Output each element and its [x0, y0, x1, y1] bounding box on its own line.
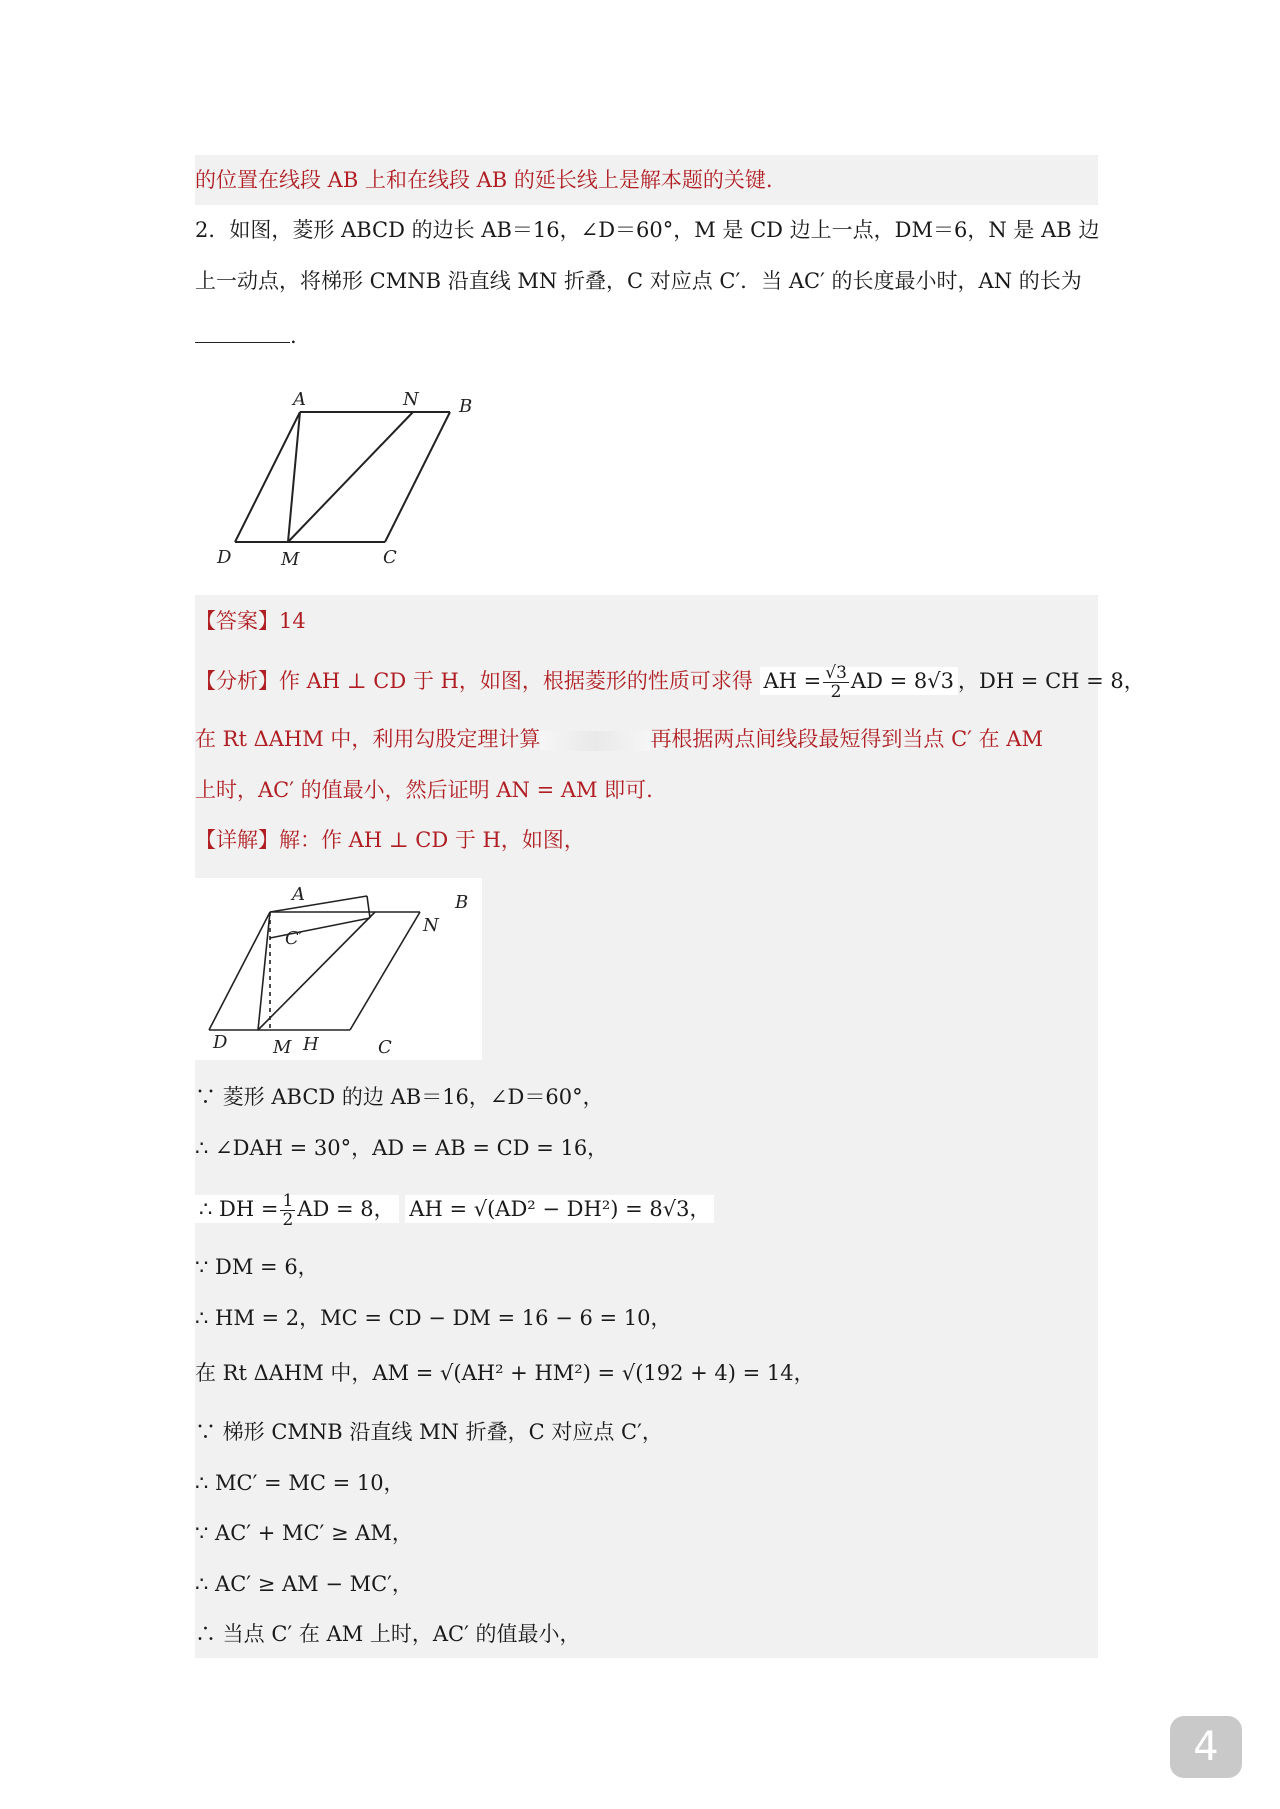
label-c: C — [383, 547, 397, 568]
step-3: ∴ DH = $\frac{1}{2}$ AD = 8， AH = √(AD² − DH²) = 8√3， — [195, 1192, 714, 1229]
step-10: ∴ AC′ ≥ AM − MC′， — [195, 1572, 413, 1596]
label-c: C — [378, 1037, 392, 1058]
step-8: ∴ MC′ = MC = 10， — [195, 1471, 405, 1495]
analysis-line-3: 上时，AC′ 的值最小，然后证明 AN = AM 即可. — [195, 778, 653, 802]
analysis-formula-ah: AH = $\frac{√3}{2}$ AD = 8√3 — [760, 667, 958, 695]
figure-rhombus-2 — [195, 878, 482, 1060]
step-1: ∵ 菱形 ABCD 的边 AB＝16，∠D＝60°， — [195, 1085, 604, 1109]
step-2: ∴ ∠DAH = 30°，AD = AB = CD = 16， — [195, 1136, 609, 1160]
label-b: B — [455, 892, 469, 913]
label-a: A — [292, 884, 305, 905]
answer-highlight-band — [195, 595, 1098, 1658]
step-4: ∵ DM = 6， — [195, 1255, 319, 1279]
page-number-badge[interactable]: 4 — [1170, 1716, 1242, 1778]
label-d: D — [213, 1032, 228, 1053]
step-5: ∴ HM = 2，MC = CD − DM = 16 − 6 = 10， — [195, 1306, 672, 1330]
blurred-region — [540, 731, 650, 751]
question-line-3: . — [195, 320, 297, 351]
answer-line: 【答案】14 — [195, 609, 306, 633]
label-m: M — [281, 549, 300, 570]
label-n: N — [403, 389, 419, 410]
answer-blank — [195, 320, 290, 343]
label-n: N — [423, 915, 439, 936]
analysis-line-2: 在 Rt ΔAHM 中，利用勾股定理计算 再根据两点间线段最短得到当点 C′ 在 AM — [195, 727, 1043, 751]
step-6: 在 Rt ΔAHM 中，AM = √(AH² + HM²) = √(192 + 4) = 14， — [195, 1361, 815, 1385]
analysis-line-1: 【分析】作 AH ⊥ CD 于 H，如图，根据菱形的性质可求得 AH = $\frac{√3}{2}$ AD = 8√3 ，DH = CH = 8， — [195, 663, 1145, 702]
label-c-prime: C′ — [285, 928, 303, 949]
question-line-2: 上一动点，将梯形 CMNB 沿直线 MN 折叠，C 对应点 C′．当 AC′ 的长度最小时，AN 的长为 — [195, 269, 1082, 293]
previous-note: 的位置在线段 AB 上和在线段 AB 的延长线上是解本题的关键. — [195, 168, 773, 192]
detail-line: 【详解】解：作 AH ⊥ CD 于 H，如图， — [195, 828, 585, 852]
label-d: D — [217, 547, 232, 568]
question-line-1: 2．如图，菱形 ABCD 的边长 AB＝16，∠D＝60°，M 是 CD 边上一点，DM＝6，N 是 AB 边 — [195, 218, 1100, 242]
label-b: B — [459, 396, 473, 417]
label-a: A — [293, 389, 306, 410]
figure-rhombus-1 — [205, 385, 495, 575]
label-h: H — [303, 1034, 319, 1055]
step-11: ∴ 当点 C′ 在 AM 上时，AC′ 的值最小， — [195, 1622, 581, 1646]
label-m: M — [273, 1037, 292, 1058]
step-9: ∵ AC′ + MC′ ≥ AM， — [195, 1521, 413, 1545]
step-7: ∵ 梯形 CMNB 沿直线 MN 折叠，C 对应点 C′， — [195, 1420, 663, 1444]
